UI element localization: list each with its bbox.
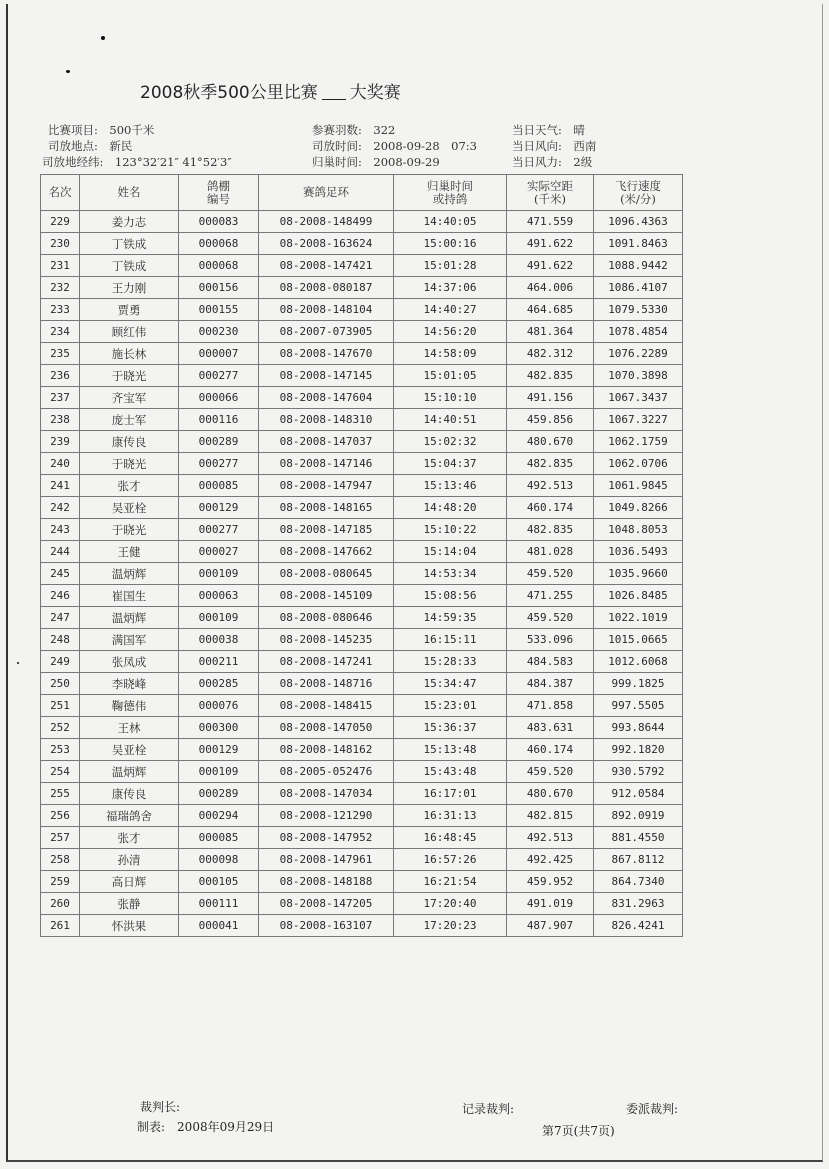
record-judge-label: 记录裁判: <box>462 1102 515 1116</box>
table-row <box>41 717 683 739</box>
table-row <box>41 299 683 321</box>
scan-speck <box>101 36 105 40</box>
name-cell: 王力刚 <box>80 277 179 299</box>
ring-number-cell: 08-2008-163624 <box>259 233 394 255</box>
distance-cell: 487.907 <box>507 915 594 937</box>
distance-cell: 471.858 <box>507 695 594 717</box>
table-row <box>41 585 683 607</box>
loft-id-cell: 000068 <box>179 255 259 277</box>
ring-number-cell: 08-2008-147145 <box>259 365 394 387</box>
distance-cell: 482.835 <box>507 453 594 475</box>
title-suffix: 大奖赛 <box>349 83 401 103</box>
distance-cell: 459.520 <box>507 563 594 585</box>
column-header-loft-id: 鸽棚 编号 <box>179 175 259 211</box>
ring-number-cell: 08-2008-147146 <box>259 453 394 475</box>
loft-id-cell: 000289 <box>179 783 259 805</box>
rank-cell: 260 <box>41 893 80 915</box>
ring-number-cell: 08-2008-080645 <box>259 563 394 585</box>
rank-cell: 246 <box>41 585 80 607</box>
speed-cell: 1062.0706 <box>594 453 683 475</box>
name-cell: 施长林 <box>80 343 179 365</box>
rank-cell: 232 <box>41 277 80 299</box>
table-row <box>41 387 683 409</box>
loft-id-cell: 000155 <box>179 299 259 321</box>
loft-id-cell: 000277 <box>179 519 259 541</box>
distance-cell: 459.520 <box>507 607 594 629</box>
rank-cell: 244 <box>41 541 80 563</box>
return-time-cell: 14:58:09 <box>394 343 507 365</box>
return-time-cell: 14:56:20 <box>394 321 507 343</box>
name-cell: 高日辉 <box>80 871 179 893</box>
loft-id-cell: 000007 <box>179 343 259 365</box>
distance-cell: 491.622 <box>507 233 594 255</box>
info-place: 司放地点: 新民 <box>48 139 133 153</box>
results-table <box>40 174 683 937</box>
speed-cell: 826.4241 <box>594 915 683 937</box>
return-time-cell: 15:04:37 <box>394 453 507 475</box>
table-row <box>41 497 683 519</box>
distance-cell: 482.312 <box>507 343 594 365</box>
return-time-cell: 15:02:32 <box>394 431 507 453</box>
chief-judge-label: 裁判长: <box>140 1100 181 1114</box>
table-row <box>41 673 683 695</box>
name-cell: 庞士军 <box>80 409 179 431</box>
title-main: 2008秋季500公里比赛 <box>140 83 318 103</box>
table-row <box>41 453 683 475</box>
name-cell: 孙清 <box>80 849 179 871</box>
ring-number-cell: 08-2005-052476 <box>259 761 394 783</box>
table-row <box>41 849 683 871</box>
rank-cell: 261 <box>41 915 80 937</box>
distance-cell: 491.622 <box>507 255 594 277</box>
rank-cell: 229 <box>41 211 80 233</box>
loft-id-cell: 000156 <box>179 277 259 299</box>
speed-cell: 1061.9845 <box>594 475 683 497</box>
speed-cell: 831.2963 <box>594 893 683 915</box>
info-release-time: 司放时间: 2008-09-28 07:3 <box>312 139 478 153</box>
speed-cell: 881.4550 <box>594 827 683 849</box>
table-row <box>41 871 683 893</box>
loft-id-cell: 000063 <box>179 585 259 607</box>
return-time-cell: 15:36:37 <box>394 717 507 739</box>
info-coords: 司放地经纬: 123°32′21″ 41°52′3″ <box>42 155 232 169</box>
distance-cell: 482.835 <box>507 519 594 541</box>
ring-number-cell: 08-2008-147034 <box>259 783 394 805</box>
loft-id-cell: 000277 <box>179 365 259 387</box>
info-wind-direction: 当日风向: 西南 <box>512 139 597 153</box>
scan-speck <box>66 70 70 73</box>
speed-cell: 1062.1759 <box>594 431 683 453</box>
ring-number-cell: 08-2008-147205 <box>259 893 394 915</box>
distance-cell: 482.815 <box>507 805 594 827</box>
return-time-cell: 14:53:34 <box>394 563 507 585</box>
rank-cell: 239 <box>41 431 80 453</box>
ring-number-cell: 08-2008-148188 <box>259 871 394 893</box>
name-cell: 姜力志 <box>80 211 179 233</box>
speed-cell: 1036.5493 <box>594 541 683 563</box>
table-row <box>41 805 683 827</box>
table-row <box>41 915 683 937</box>
ring-number-cell: 08-2008-163107 <box>259 915 394 937</box>
distance-cell: 460.174 <box>507 739 594 761</box>
name-cell: 吴亚栓 <box>80 497 179 519</box>
loft-id-cell: 000085 <box>179 827 259 849</box>
return-time-cell: 16:21:54 <box>394 871 507 893</box>
table-row <box>41 629 683 651</box>
table-row <box>41 739 683 761</box>
distance-cell: 483.631 <box>507 717 594 739</box>
scan-speck <box>17 662 19 664</box>
table-row <box>41 365 683 387</box>
ring-number-cell: 08-2008-080646 <box>259 607 394 629</box>
speed-cell: 930.5792 <box>594 761 683 783</box>
distance-cell: 459.856 <box>507 409 594 431</box>
rank-cell: 235 <box>41 343 80 365</box>
name-cell: 贾勇 <box>80 299 179 321</box>
rank-cell: 259 <box>41 871 80 893</box>
ring-number-cell: 08-2008-147947 <box>259 475 394 497</box>
loft-id-cell: 000027 <box>179 541 259 563</box>
loft-id-cell: 000289 <box>179 431 259 453</box>
name-cell: 王健 <box>80 541 179 563</box>
speed-cell: 1078.4854 <box>594 321 683 343</box>
loft-id-cell: 000041 <box>179 915 259 937</box>
return-time-cell: 15:01:05 <box>394 365 507 387</box>
return-time-cell: 15:34:47 <box>394 673 507 695</box>
ring-number-cell: 08-2008-148415 <box>259 695 394 717</box>
ring-number-cell: 08-2008-147662 <box>259 541 394 563</box>
ring-number-cell: 08-2008-147050 <box>259 717 394 739</box>
info-entries: 参赛羽数: 322 <box>312 123 396 137</box>
page-number: 第7页(共7页) <box>542 1124 615 1138</box>
return-time-cell: 15:28:33 <box>394 651 507 673</box>
distance-cell: 492.425 <box>507 849 594 871</box>
loft-id-cell: 000129 <box>179 497 259 519</box>
rank-cell: 234 <box>41 321 80 343</box>
ring-number-cell: 08-2008-148104 <box>259 299 394 321</box>
table-row <box>41 409 683 431</box>
rank-cell: 231 <box>41 255 80 277</box>
distance-cell: 484.583 <box>507 651 594 673</box>
rank-cell: 258 <box>41 849 80 871</box>
name-cell: 于晓光 <box>80 365 179 387</box>
speed-cell: 1088.9442 <box>594 255 683 277</box>
name-cell: 怀洪果 <box>80 915 179 937</box>
table-header-row <box>41 175 683 211</box>
rank-cell: 255 <box>41 783 80 805</box>
rank-cell: 251 <box>41 695 80 717</box>
distance-cell: 481.364 <box>507 321 594 343</box>
info-weather: 当日天气: 晴 <box>512 123 585 137</box>
name-cell: 康传良 <box>80 431 179 453</box>
name-cell: 张静 <box>80 893 179 915</box>
loft-id-cell: 000294 <box>179 805 259 827</box>
table-row <box>41 607 683 629</box>
speed-cell: 1049.8266 <box>594 497 683 519</box>
name-cell: 温炳辉 <box>80 761 179 783</box>
loft-id-cell: 000098 <box>179 849 259 871</box>
name-cell: 温炳辉 <box>80 607 179 629</box>
return-time-cell: 17:20:40 <box>394 893 507 915</box>
ring-number-cell: 08-2008-147185 <box>259 519 394 541</box>
column-header-return-time: 归巢时间 或持鸽 <box>394 175 507 211</box>
rank-cell: 241 <box>41 475 80 497</box>
distance-cell: 481.028 <box>507 541 594 563</box>
ring-number-cell: 08-2008-148162 <box>259 739 394 761</box>
table-row <box>41 321 683 343</box>
distance-cell: 492.513 <box>507 827 594 849</box>
loft-id-cell: 000111 <box>179 893 259 915</box>
table-row <box>41 563 683 585</box>
rank-cell: 252 <box>41 717 80 739</box>
loft-id-cell: 000109 <box>179 761 259 783</box>
info-wind-force: 当日风力: 2级 <box>512 155 593 169</box>
return-time-cell: 14:48:20 <box>394 497 507 519</box>
ring-number-cell: 08-2008-148310 <box>259 409 394 431</box>
speed-cell: 1076.2289 <box>594 343 683 365</box>
speed-cell: 1022.1019 <box>594 607 683 629</box>
rank-cell: 257 <box>41 827 80 849</box>
rank-cell: 240 <box>41 453 80 475</box>
rank-cell: 242 <box>41 497 80 519</box>
table-row <box>41 651 683 673</box>
speed-cell: 992.1820 <box>594 739 683 761</box>
name-cell: 张才 <box>80 475 179 497</box>
loft-id-cell: 000066 <box>179 387 259 409</box>
loft-id-cell: 000116 <box>179 409 259 431</box>
table-row <box>41 893 683 915</box>
speed-cell: 997.5505 <box>594 695 683 717</box>
speed-cell: 1067.3227 <box>594 409 683 431</box>
name-cell: 吴亚栓 <box>80 739 179 761</box>
return-time-cell: 15:43:48 <box>394 761 507 783</box>
speed-cell: 1035.9660 <box>594 563 683 585</box>
distance-cell: 484.387 <box>507 673 594 695</box>
column-header-ring-number: 赛鸽足环 <box>259 175 394 211</box>
table-row <box>41 519 683 541</box>
speed-cell: 912.0584 <box>594 783 683 805</box>
speed-cell: 999.1825 <box>594 673 683 695</box>
ring-number-cell: 08-2008-148165 <box>259 497 394 519</box>
return-time-cell: 16:17:01 <box>394 783 507 805</box>
loft-id-cell: 000300 <box>179 717 259 739</box>
assigned-judge-label: 委派裁判: <box>626 1102 679 1116</box>
return-time-cell: 15:10:10 <box>394 387 507 409</box>
distance-cell: 491.156 <box>507 387 594 409</box>
table-row <box>41 343 683 365</box>
return-time-cell: 16:15:11 <box>394 629 507 651</box>
speed-cell: 993.8644 <box>594 717 683 739</box>
name-cell: 福瑞鸽舍 <box>80 805 179 827</box>
speed-cell: 1012.6068 <box>594 651 683 673</box>
distance-cell: 533.096 <box>507 629 594 651</box>
loft-id-cell: 000085 <box>179 475 259 497</box>
rank-cell: 230 <box>41 233 80 255</box>
name-cell: 张才 <box>80 827 179 849</box>
return-time-cell: 15:14:04 <box>394 541 507 563</box>
speed-cell: 1070.3898 <box>594 365 683 387</box>
page-title <box>140 78 401 103</box>
loft-id-cell: 000211 <box>179 651 259 673</box>
table-row <box>41 233 683 255</box>
return-time-cell: 14:40:51 <box>394 409 507 431</box>
return-time-cell: 14:40:27 <box>394 299 507 321</box>
loft-id-cell: 000083 <box>179 211 259 233</box>
rank-cell: 256 <box>41 805 80 827</box>
rank-cell: 238 <box>41 409 80 431</box>
ring-number-cell: 08-2008-147670 <box>259 343 394 365</box>
rank-cell: 248 <box>41 629 80 651</box>
return-time-cell: 14:37:06 <box>394 277 507 299</box>
name-cell: 丁铁成 <box>80 233 179 255</box>
name-cell: 康传良 <box>80 783 179 805</box>
rank-cell: 254 <box>41 761 80 783</box>
name-cell: 鞠德伟 <box>80 695 179 717</box>
column-header-name: 姓名 <box>80 175 179 211</box>
ring-number-cell: 08-2008-145235 <box>259 629 394 651</box>
speed-cell: 1086.4107 <box>594 277 683 299</box>
rank-cell: 243 <box>41 519 80 541</box>
loft-id-cell: 000230 <box>179 321 259 343</box>
ring-number-cell: 08-2008-147037 <box>259 431 394 453</box>
rank-cell: 233 <box>41 299 80 321</box>
loft-id-cell: 000109 <box>179 563 259 585</box>
loft-id-cell: 000285 <box>179 673 259 695</box>
ring-number-cell: 08-2007-073905 <box>259 321 394 343</box>
name-cell: 李晓峰 <box>80 673 179 695</box>
table-row <box>41 695 683 717</box>
return-time-cell: 15:00:16 <box>394 233 507 255</box>
return-time-cell: 14:59:35 <box>394 607 507 629</box>
loft-id-cell: 000068 <box>179 233 259 255</box>
loft-id-cell: 000038 <box>179 629 259 651</box>
name-cell: 于晓光 <box>80 519 179 541</box>
name-cell: 顾红伟 <box>80 321 179 343</box>
return-time-cell: 15:13:46 <box>394 475 507 497</box>
speed-cell: 864.7340 <box>594 871 683 893</box>
table-row <box>41 211 683 233</box>
speed-cell: 1079.5330 <box>594 299 683 321</box>
speed-cell: 892.0919 <box>594 805 683 827</box>
speed-cell: 1096.4363 <box>594 211 683 233</box>
ring-number-cell: 08-2008-145109 <box>259 585 394 607</box>
return-time-cell: 15:10:22 <box>394 519 507 541</box>
loft-id-cell: 000277 <box>179 453 259 475</box>
info-return-time: 归巢时间: 2008-09-29 <box>312 155 440 169</box>
return-time-cell: 15:23:01 <box>394 695 507 717</box>
loft-id-cell: 000129 <box>179 739 259 761</box>
distance-cell: 480.670 <box>507 431 594 453</box>
ring-number-cell: 08-2008-121290 <box>259 805 394 827</box>
title-blank <box>322 99 346 100</box>
speed-cell: 1091.8463 <box>594 233 683 255</box>
name-cell: 王林 <box>80 717 179 739</box>
speed-cell: 1048.8053 <box>594 519 683 541</box>
ring-number-cell: 08-2008-147604 <box>259 387 394 409</box>
table-row <box>41 475 683 497</box>
speed-cell: 1067.3437 <box>594 387 683 409</box>
rank-cell: 237 <box>41 387 80 409</box>
table-row <box>41 431 683 453</box>
return-time-cell: 17:20:23 <box>394 915 507 937</box>
name-cell: 满国军 <box>80 629 179 651</box>
table-row <box>41 761 683 783</box>
distance-cell: 464.006 <box>507 277 594 299</box>
name-cell: 于晓光 <box>80 453 179 475</box>
return-time-cell: 15:13:48 <box>394 739 507 761</box>
speed-cell: 867.8112 <box>594 849 683 871</box>
rank-cell: 247 <box>41 607 80 629</box>
name-cell: 齐宝军 <box>80 387 179 409</box>
distance-cell: 464.685 <box>507 299 594 321</box>
loft-id-cell: 000105 <box>179 871 259 893</box>
distance-cell: 482.835 <box>507 365 594 387</box>
ring-number-cell: 08-2008-080187 <box>259 277 394 299</box>
return-time-cell: 14:40:05 <box>394 211 507 233</box>
rank-cell: 236 <box>41 365 80 387</box>
speed-cell: 1026.8485 <box>594 585 683 607</box>
info-item: 比赛项目: 500千米 <box>48 123 155 137</box>
speed-cell: 1015.0665 <box>594 629 683 651</box>
rank-cell: 249 <box>41 651 80 673</box>
loft-id-cell: 000076 <box>179 695 259 717</box>
distance-cell: 491.019 <box>507 893 594 915</box>
table-row <box>41 255 683 277</box>
column-header-rank: 名次 <box>41 175 80 211</box>
name-cell: 温炳辉 <box>80 563 179 585</box>
rank-cell: 253 <box>41 739 80 761</box>
distance-cell: 471.255 <box>507 585 594 607</box>
ring-number-cell: 08-2008-147421 <box>259 255 394 277</box>
distance-cell: 492.513 <box>507 475 594 497</box>
table-row <box>41 277 683 299</box>
return-time-cell: 15:01:28 <box>394 255 507 277</box>
ring-number-cell: 08-2008-147952 <box>259 827 394 849</box>
ring-number-cell: 08-2008-147241 <box>259 651 394 673</box>
name-cell: 丁铁成 <box>80 255 179 277</box>
column-header-distance: 实际空距 (千米) <box>507 175 594 211</box>
ring-number-cell: 08-2008-147961 <box>259 849 394 871</box>
return-time-cell: 16:57:26 <box>394 849 507 871</box>
column-header-speed: 飞行速度 (米/分) <box>594 175 683 211</box>
table-row <box>41 827 683 849</box>
loft-id-cell: 000109 <box>179 607 259 629</box>
rank-cell: 245 <box>41 563 80 585</box>
distance-cell: 459.520 <box>507 761 594 783</box>
table-row <box>41 541 683 563</box>
return-time-cell: 16:48:45 <box>394 827 507 849</box>
distance-cell: 459.952 <box>507 871 594 893</box>
return-time-cell: 15:08:56 <box>394 585 507 607</box>
return-time-cell: 16:31:13 <box>394 805 507 827</box>
ring-number-cell: 08-2008-148499 <box>259 211 394 233</box>
made-date: 制表: 2008年09月29日 <box>137 1120 275 1134</box>
distance-cell: 471.559 <box>507 211 594 233</box>
distance-cell: 480.670 <box>507 783 594 805</box>
ring-number-cell: 08-2008-148716 <box>259 673 394 695</box>
name-cell: 崔国生 <box>80 585 179 607</box>
name-cell: 张凤成 <box>80 651 179 673</box>
table-row <box>41 783 683 805</box>
rank-cell: 250 <box>41 673 80 695</box>
distance-cell: 460.174 <box>507 497 594 519</box>
